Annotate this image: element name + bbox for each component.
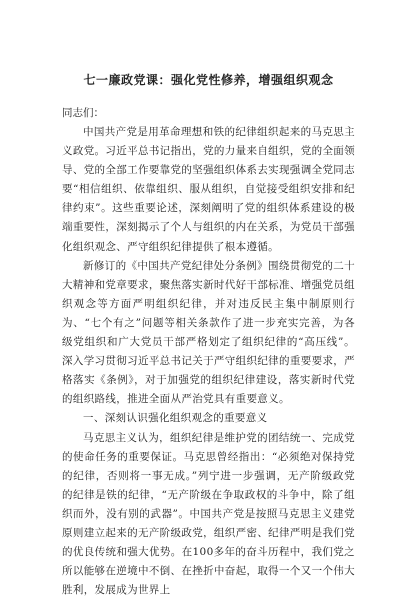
- section-1-paragraph-1: 马克思主义认为，组织纪律是维护党的团结统一、完成党的使命任务的重要保证。马克思曾经指出：“必须绝对保持党的纪律，否则将一事无成。”列宁进一步强调，无产阶级政党的纪律是铁的纪律，“无产阶级在争取政权的斗争中，除了组织而外，没有别的武器”。中国共产党是按照马克思主义建党原则建立起来的无产阶级政党，组织严密、纪律严明是我们党的优良传统和强大优势。在100多年的奋斗历程中，我们党之所以能够在逆境中不倒、在挫折中奋起，取得一个又一个伟大胜利，发展成为世界上: [62, 429, 355, 600]
- document-title: 七一廉政党课：强化党性修养，增强组织观念: [62, 73, 355, 88]
- paragraph-1: 中国共产党是用革命理想和铁的纪律组织起来的马克思主义政党。习近平总书记指出，党的力量来自组织，党的全面领导、党的全部工作要靠党的坚强组织体系去实现强调全党同志要“相信组织、依靠组织、服从组织，自觉接受组织安排和纪律约束”。这些重要论述，深刻阐明了党的组织体系建设的极端重要性，深刻揭示了个人与组织的内在关系，为党员干部强化组织观念、严守组织纪律提供了根本遵循。: [62, 123, 355, 257]
- paragraph-2: 新修订的《中国共产党纪律处分条例》围绕贯彻党的二十大精神和党章要求，聚焦落实新时代好干部标准、增强党员组织观念等方面严明组织纪律，并对违反民主集中制原则行为、“七个有之”问题等相关条款作了进一步充实完善，为各级党组织和广大党员干部严格划定了组织纪律的“高压线”。深入学习贯彻习近平总书记关于严守组织纪律的重要要求，严格落实《条例》，对于加强党的组织纪律建设，落实新时代党的组织路线，推进全面从严治党具有重要意义。: [62, 257, 355, 410]
- salutation: 同志们：: [62, 104, 355, 123]
- section-heading-1: 一、深刻认识强化组织观念的重要意义: [62, 409, 355, 428]
